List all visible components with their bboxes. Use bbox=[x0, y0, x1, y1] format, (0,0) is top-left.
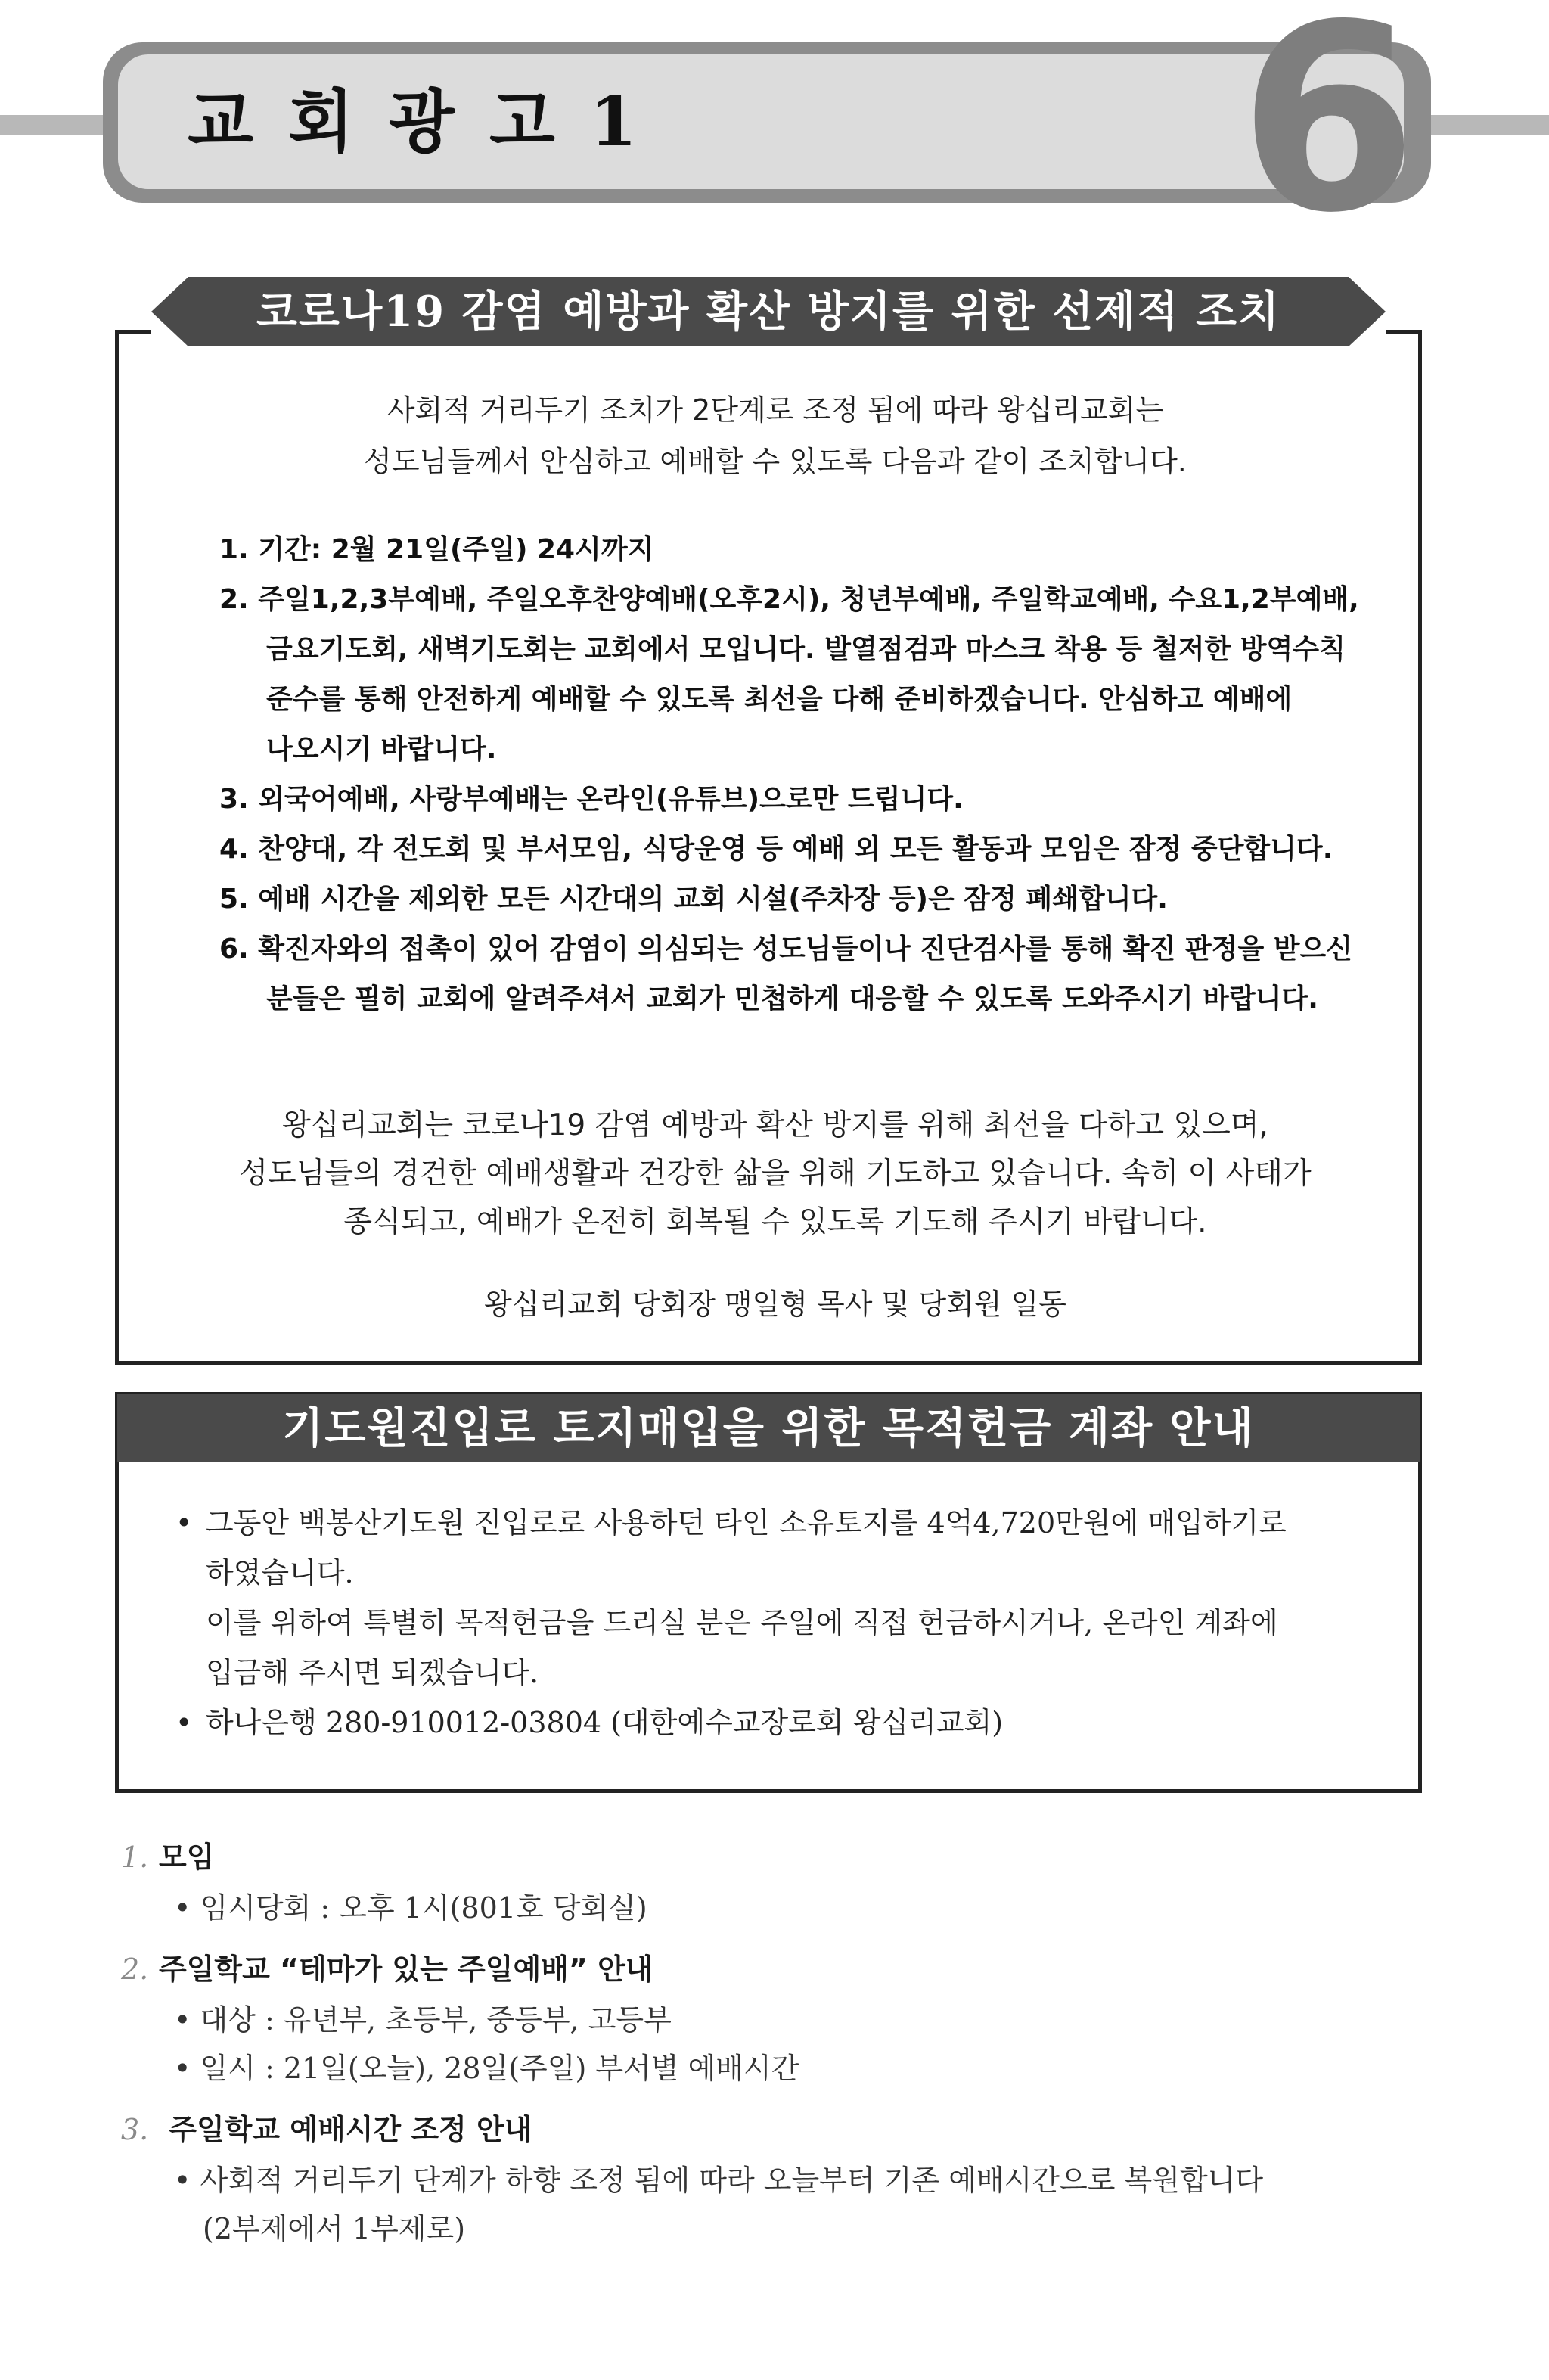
covid-notice-closing bbox=[136, 1101, 1414, 1247]
covid-notice-title: 코로나19 감염 예방과 확산 방지를 위한 선제적 조치 bbox=[256, 287, 1281, 337]
measure-item-continuation: 준수를 통해 안전하게 예배할 수 있도록 최선을 다해 준비하겠습니다. 안심하고 예배에 bbox=[266, 684, 1293, 715]
notice-number: 2. bbox=[121, 1953, 149, 1986]
notice-heading bbox=[121, 1943, 1422, 1996]
offering-text-continuation: 하였습니다. bbox=[206, 1556, 354, 1589]
notices-list bbox=[121, 1831, 1422, 2253]
notice-item: • 사회적 거리두기 단계가 하향 조정 됨에 따라 오늘부터 기존 예배시간으로 복원합니다 bbox=[174, 2164, 1264, 2197]
covid-notice-intro bbox=[136, 384, 1414, 487]
measure-item-continuation: 나오시기 바랍니다. bbox=[266, 734, 497, 765]
measure-item: 3. 외국어예배, 사랑부예배는 온라인(유튜브)으로만 드립니다. bbox=[219, 784, 964, 815]
notice-item: • 일시 : 21일(오늘), 28일(주일) 부서별 예배시간 bbox=[174, 2052, 799, 2085]
page-number: 6 bbox=[1238, 0, 1418, 269]
closing-line: 종식되고, 예배가 온전히 회복될 수 있도록 기도해 주시기 바랍니다. bbox=[343, 1205, 1207, 1239]
offering-text-continuation: 입금해 주시면 되겠습니다. bbox=[206, 1656, 539, 1689]
notice-item-continuation: (2부제에서 1부제로) bbox=[203, 2212, 466, 2245]
measure-item-continuation: 금요기도회, 새벽기도회는 교회에서 모입니다. 발열점검과 마스크 착용 등 철저한 방역수칙 bbox=[266, 634, 1346, 665]
notice-title: 주일학교 “테마가 있는 주일예배” 안내 bbox=[159, 1953, 653, 1986]
notice-number: 3. bbox=[121, 2113, 149, 2146]
offering-text-continuation: 이를 위하여 특별히 목적헌금을 드리실 분은 주일에 직접 헌금하시거나, 온라인 계좌에 bbox=[206, 1606, 1278, 1639]
box-top-rule-left bbox=[115, 330, 151, 334]
closing-line: 왕십리교회는 코로나19 감염 예방과 확산 방지를 위해 최선을 다하고 있으며, bbox=[282, 1108, 1268, 1142]
measure-item: 6. 확진자와의 접촉이 있어 감염이 의심되는 성도님들이나 진단검사를 통해 확진 판정을 받으신 bbox=[219, 934, 1353, 965]
notice-title: 주일학교 예배시간 조정 안내 bbox=[159, 2113, 532, 2146]
bank-account-text: 하나은행 280-910012-03804 (대한예수교장로회 왕십리교회) bbox=[206, 1706, 1004, 1739]
offering-account-list bbox=[175, 1498, 1401, 1748]
notice-heading bbox=[121, 1831, 1422, 1884]
intro-line: 사회적 거리두기 조치가 2단계로 조정 됨에 따라 왕십리교회는 bbox=[386, 393, 1164, 427]
bullet-icon: • bbox=[175, 1506, 193, 1540]
notice-item: • 임시당회 : 오후 1시(801호 당회실) bbox=[174, 1891, 647, 1925]
offering-account-title: 기도원진입로 토지매입을 위한 목적헌금 계좌 안내 bbox=[282, 1403, 1255, 1453]
covid-notice-signature: 왕십리교회 당회장 맹일형 목사 및 당회원 일동 bbox=[484, 1288, 1066, 1321]
notice-heading bbox=[121, 2103, 1422, 2156]
offering-text: 그동안 백봉산기도원 진입로로 사용하던 타인 소유토지를 4억4,720만원에 매입하기로 bbox=[206, 1506, 1287, 1540]
measure-item: 5. 예배 시간을 제외한 모든 시간대의 교회 시설(주차장 등)은 잠정 폐쇄합니다. bbox=[219, 884, 1168, 915]
offering-account-item bbox=[175, 1698, 1401, 1748]
notice-number: 1. bbox=[121, 1841, 149, 1874]
covid-measures-list bbox=[219, 525, 1399, 1024]
box-top-rule-right bbox=[1386, 330, 1422, 334]
notice-item: • 대상 : 유년부, 초등부, 중등부, 고등부 bbox=[174, 2003, 672, 2037]
intro-line: 성도님들께서 안심하고 예배할 수 있도록 다음과 같이 조치합니다. bbox=[364, 445, 1187, 478]
offering-item bbox=[175, 1498, 1401, 1548]
notice-title: 모임 bbox=[159, 1841, 215, 1874]
page-title: 교회광고1 bbox=[188, 82, 672, 162]
measure-item-continuation: 분들은 필히 교회에 알려주셔서 교회가 민첩하게 대응할 수 있도록 도와주시기 바랍니다. bbox=[266, 983, 1318, 1014]
measure-item: 4. 찬양대, 각 전도회 및 부서모임, 식당운영 등 예배 외 모든 활동과 모임은 잠정 중단합니다. bbox=[219, 834, 1333, 865]
measure-item: 2. 주일1,2,3부예배, 주일오후찬양예배(오후2시), 청년부예배, 주일학교예배, 수요1,2부예배, bbox=[219, 584, 1359, 615]
closing-line: 성도님들의 경건한 예배생활과 건강한 삶을 위해 기도하고 있습니다. 속히 이 사태가 bbox=[239, 1157, 1312, 1191]
measure-item: 1. 기간: 2월 21일(주일) 24시까지 bbox=[219, 534, 654, 565]
bullet-icon: • bbox=[175, 1706, 193, 1739]
